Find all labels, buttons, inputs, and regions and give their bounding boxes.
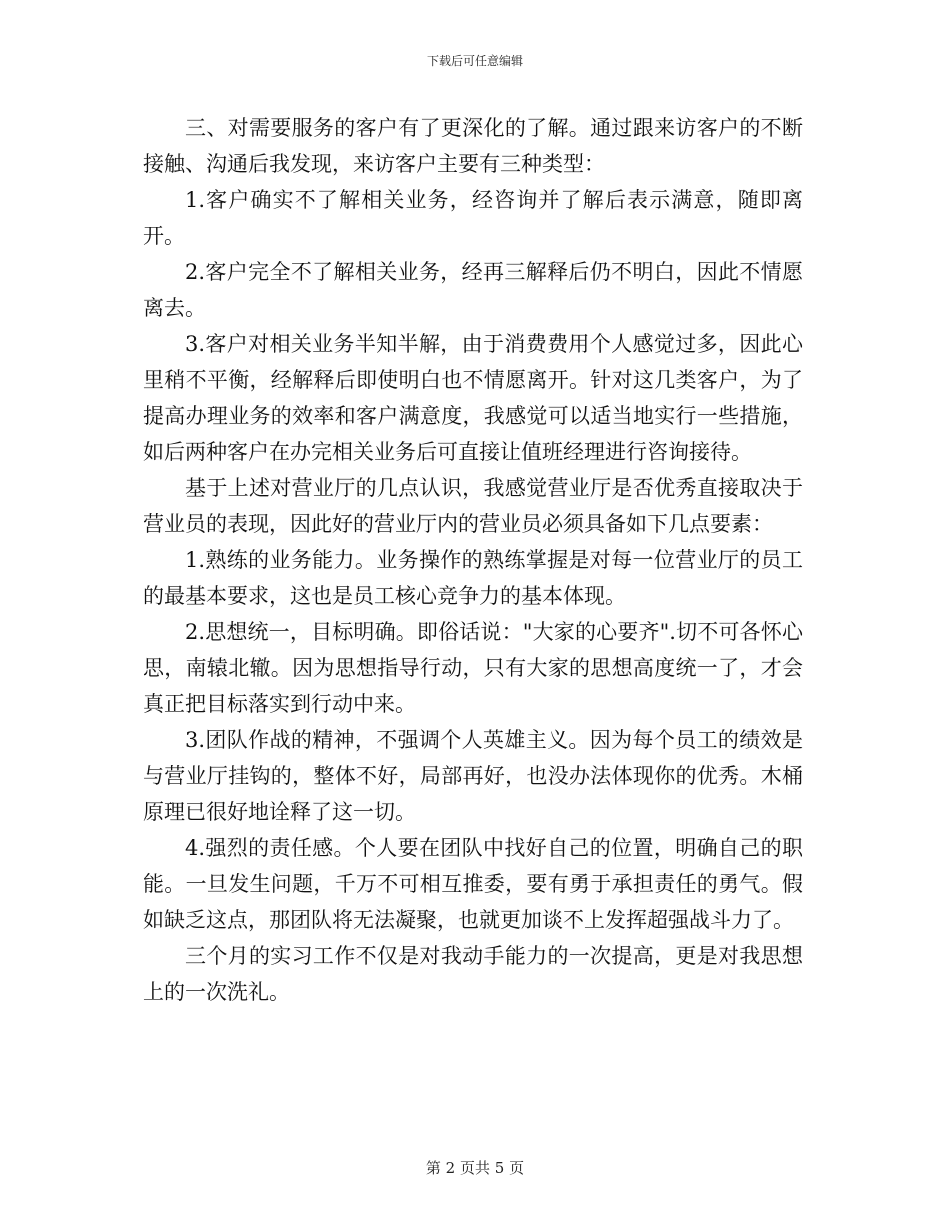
paragraph: 3.团队作战的精神，不强调个人英雄主义。因为每个员工的绩效是与营业厅挂钩的，整体不好，局部再好，也没办法体现你的优秀。木桶原理已很好地诠释了这一切。 (143, 728, 803, 824)
page-header: 下载后可任意编辑 (426, 54, 523, 68)
paragraph: 三、对需要服务的客户有了更深化的了解。通过跟来访客户的不断接触、沟通后我发现，来访客户主要有三种类型： (143, 116, 803, 176)
paragraph: 1.熟练的业务能力。业务操作的熟练掌握是对每一位营业厅的员工的最基本要求，这也是员工核心竞争力的基本体现。 (143, 548, 803, 608)
paragraph: 三个月的实习工作不仅是对我动手能力的一次提高，更是对我思想上的一次洗礼。 (143, 944, 803, 1004)
paragraph: 1.客户确实不了解相关业务，经咨询并了解后表示满意，随即离开。 (143, 188, 803, 248)
paragraph: 2.客户完全不了解相关业务，经再三解释后仍不明白，因此不情愿离去。 (143, 260, 803, 320)
document-body (143, 110, 803, 1010)
paragraph: 3.客户对相关业务半知半解，由于消费费用个人感觉过多，因此心里稍不平衡，经解释后即使明白也不情愿离开。针对这几类客户，为了提高办理业务的效率和客户满意度，我感觉可以适当地实行一些措施，如后两种客户在办完相关业务后可直接让值班经理进行咨询接待。 (143, 332, 803, 464)
paragraph: 基于上述对营业厅的几点认识，我感觉营业厅是否优秀直接取决于营业员的表现，因此好的营业厅内的营业员必须具备如下几点要素： (143, 476, 803, 536)
page-footer: 第 2 页共 5 页 (425, 1159, 525, 1177)
paragraph: 2.思想统一，目标明确。即俗话说："大家的心要齐".切不可各怀心思，南辕北辙。因为思想指导行动，只有大家的思想高度统一了，才会真正把目标落实到行动中来。 (143, 620, 803, 716)
paragraph: 4.强烈的责任感。个人要在团队中找好自己的位置，明确自己的职能。一旦发生问题，千万不可相互推委，要有勇于承担责任的勇气。假如缺乏这点，那团队将无法凝聚，也就更加谈不上发挥超强战斗力了。 (143, 836, 803, 932)
